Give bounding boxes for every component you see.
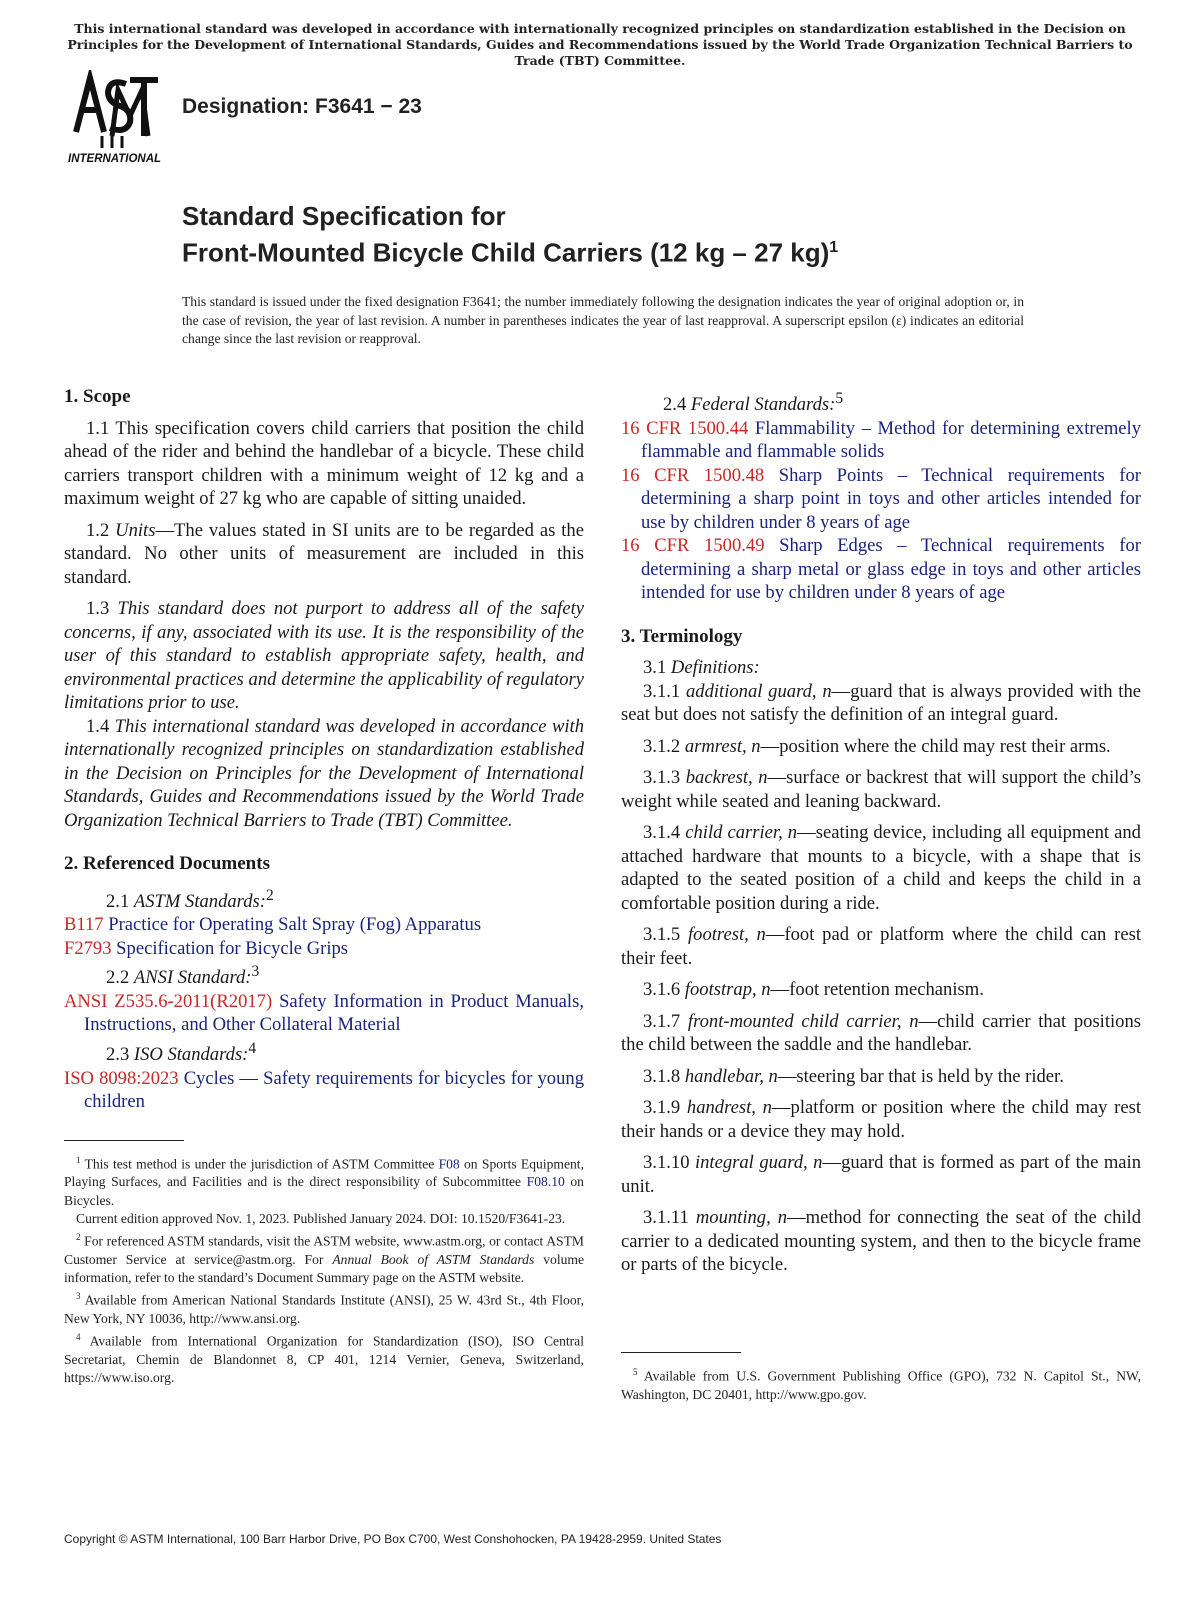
logo-text: INTERNATIONAL xyxy=(68,153,162,165)
term-3-1-7: 3.1.7 front-mounted child carrier, n—child carrier that positions the child between the saddle and the handlebar. xyxy=(621,1010,1142,1056)
footnote-5: $^5$ Available from U.S. Government Publishing Office (GPO), 732 N. Capitol St., NW, Washington, DC 20401, http://www.gpo.gov. xyxy=(621,1367,1141,1402)
right-column xyxy=(621,387,1141,1285)
issuance-note: This standard is issued under the fixed designation F3641; the number immediately following the designation indicates the year of original adoption or, in the case of revision, the year of last revision. A number in parentheses indicates the year of last reapproval. A superscript epsilon (ε) indicates an editorial change since the last revision or reapproval. xyxy=(182,294,1024,346)
term-3-1-9: 3.1.9 handrest, n—platform or position where the child may rest their hands or a device they may hold. xyxy=(621,1097,1141,1142)
footnotes-left xyxy=(64,1151,584,1388)
link-f08[interactable]: F08 xyxy=(438,1156,460,1172)
ref-16cfr-1500-44[interactable]: 16 CFR 1500.44 Flammability – Method for determining extremely flammable and flammable solids xyxy=(621,417,1141,463)
ansi-standard-label: 2.2 ANSI Standard:$^3$ xyxy=(106,963,260,989)
section-refdocs-heading: 2. Referenced Documents xyxy=(64,853,270,874)
left-column xyxy=(64,385,584,1387)
title-line-1: Standard Specification for xyxy=(182,201,506,231)
federal-standards-label: 2.4 Federal Standards:$^5$ xyxy=(663,390,844,416)
footnote-divider xyxy=(64,1140,184,1141)
scope-1-1: 1.1 This specification covers child carriers that position the child ahead of the rider and behind the handlebar of a bicycle. These child carriers transport children with a minimum weight of 12 kg and a maximum weight of 27 kg who are capable of sitting unaided. xyxy=(64,417,584,509)
ref-f2793[interactable]: F2793 Specification for Bicycle Grips xyxy=(64,937,349,959)
term-3-1-5: 3.1.5 footrest, n—foot pad or platform where the child can rest their feet. xyxy=(621,924,1141,969)
term-3-1-6: 3.1.6 footstrap, n—foot retention mechanism. xyxy=(643,979,984,1001)
term-3-1-11: 3.1.11 mounting, n—method for connecting the seat of the child carrier to a dedicated mounting system, and then to the bicycle frame or parts of the bicycle. xyxy=(621,1207,1141,1276)
title-line-2: Front-Mounted Bicycle Child Carriers (12 kg – 27 kg)$^1$ xyxy=(182,237,839,268)
footnotes-right xyxy=(621,1352,1141,1404)
ref-ansi-z535[interactable]: ANSI Z535.6-2011(R2017) Safety Information in Product Manuals, Instructions, and Other Collateral Material xyxy=(64,990,584,1036)
ref-iso-8098[interactable]: ISO 8098:2023 Cycles — Safety requirements for bicycles for young children xyxy=(64,1067,584,1113)
term-3-1-1: 3.1.1 additional guard, n—guard that is always provided with the seat but does not satisfy the definition of an integral guard. xyxy=(621,680,1141,726)
footnote-1: $^1$ This test method is under the jurisdiction of ASTM Committee F08 on Sports Equipment, Playing Surfaces, and Facilities and is the direct responsibility of Subcommittee F08.10 on Bicycles. xyxy=(64,1154,584,1208)
scope-1-2: 1.2 Units—The values stated in SI units are to be regarded as the standard. No other units of measurement are included in this standard. xyxy=(64,519,584,588)
ref-16cfr-1500-49[interactable]: 16 CFR 1500.49 Sharp Edges – Technical requirements for determining a sharp metal or glass edge in toys and other articles intended for use by children under 8 years of age xyxy=(621,535,1141,604)
page-title xyxy=(182,200,838,269)
ref-16cfr-1500-48[interactable]: 16 CFR 1500.48 Sharp Points – Technical requirements for determining a sharp point in toys and other articles intended for use by children under 8 years of age xyxy=(621,464,1141,533)
link-f08-10[interactable]: F08.10 xyxy=(526,1174,565,1190)
definitions-label: 3.1 Definitions: xyxy=(643,657,760,679)
astm-logo xyxy=(66,70,172,166)
term-3-1-4: 3.1.4 child carrier, n—seating device, including all equipment and attached hardware that mounts to a bicycle, with a shape that is adapted to the seated position of a child and keeps the child in a comfortable position during a ride. xyxy=(621,822,1141,914)
footnote-1-edition: Current edition approved Nov. 1, 2023. Published January 2024. DOI: 10.1520/F3641-23. xyxy=(76,1210,566,1226)
footnote-divider-right xyxy=(621,1352,741,1353)
title-footnote-ref[interactable]: 1 xyxy=(829,239,839,256)
term-3-1-3: 3.1.3 backrest, n—surface or backrest that will support the child’s weight while seated and leaning backward. xyxy=(621,767,1141,812)
designation: Designation: F3641 − 23 xyxy=(182,95,422,118)
term-3-1-2: 3.1.2 armrest, n—position where the child may rest their arms. xyxy=(643,735,1111,757)
footnote-4: $^4$ Available from International Organization for Standardization (ISO), ISO Central Secretariat, Chemin de Blandonnet 8, CP 401, 1214 Vernier, Geneva, Switzerland, https://www.iso.org. xyxy=(64,1331,584,1385)
iso-standards-label: 2.3 ISO Standards:$^4$ xyxy=(106,1039,257,1066)
ref-b117[interactable]: B117 Practice for Operating Salt Spray (Fog) Apparatus xyxy=(64,914,482,936)
scope-1-3: 1.3 This standard does not purport to address all of the safety concerns, if any, associated with its use. It is the responsibility of the user of this standard to establish appropriate safety, health, and environmental practices and determine the applicability of regulatory limitations prior to use. xyxy=(64,598,584,713)
footnote-3: $^3$ Available from American National Standards Institute (ANSI), 25 W. 43rd St., 4th Floor, New York, NY 10036, http://www.ansi.org. xyxy=(64,1291,584,1326)
header-notice: This international standard was developed in accordance with internationally recognized principles on standardization established in the Decision on Principles for the Development of International Standards, Guides and Recommendations issued by the World Trade Organization Technical Barriers to Trade (TBT) Committee. xyxy=(67,21,1133,68)
astm-standards-label: 2.1 ASTM Standards:$^2$ xyxy=(106,886,274,912)
section-scope-heading: 1. Scope xyxy=(64,386,131,407)
scope-1-4: 1.4 This international standard was developed in accordance with internationally recognized principles on standardization established in the Decision on Principles for the Development of International Standards, Guides and Recommendations issued by the World Trade Organization Technical Barriers to Trade (TBT) Committee. xyxy=(64,715,585,831)
term-3-1-10: 3.1.10 integral guard, n—guard that is formed as part of the main unit. xyxy=(621,1152,1141,1197)
footnote-2: $^2$ For referenced ASTM standards, visit the ASTM website, www.astm.org, or contact ASTM Customer Service at service@astm.org. For Annual Book of ASTM Standards volume information, refer to the standard’s Document Summary page on the ASTM website. xyxy=(64,1231,584,1285)
copyright: Copyright © ASTM International, 100 Barr Harbor Drive, PO Box C700, West Conshohocken, PA 19428-2959. United States xyxy=(64,1532,722,1546)
term-3-1-8: 3.1.8 handlebar, n—steering bar that is held by the rider. xyxy=(643,1065,1064,1087)
section-terminology-heading: 3. Terminology xyxy=(621,625,743,647)
